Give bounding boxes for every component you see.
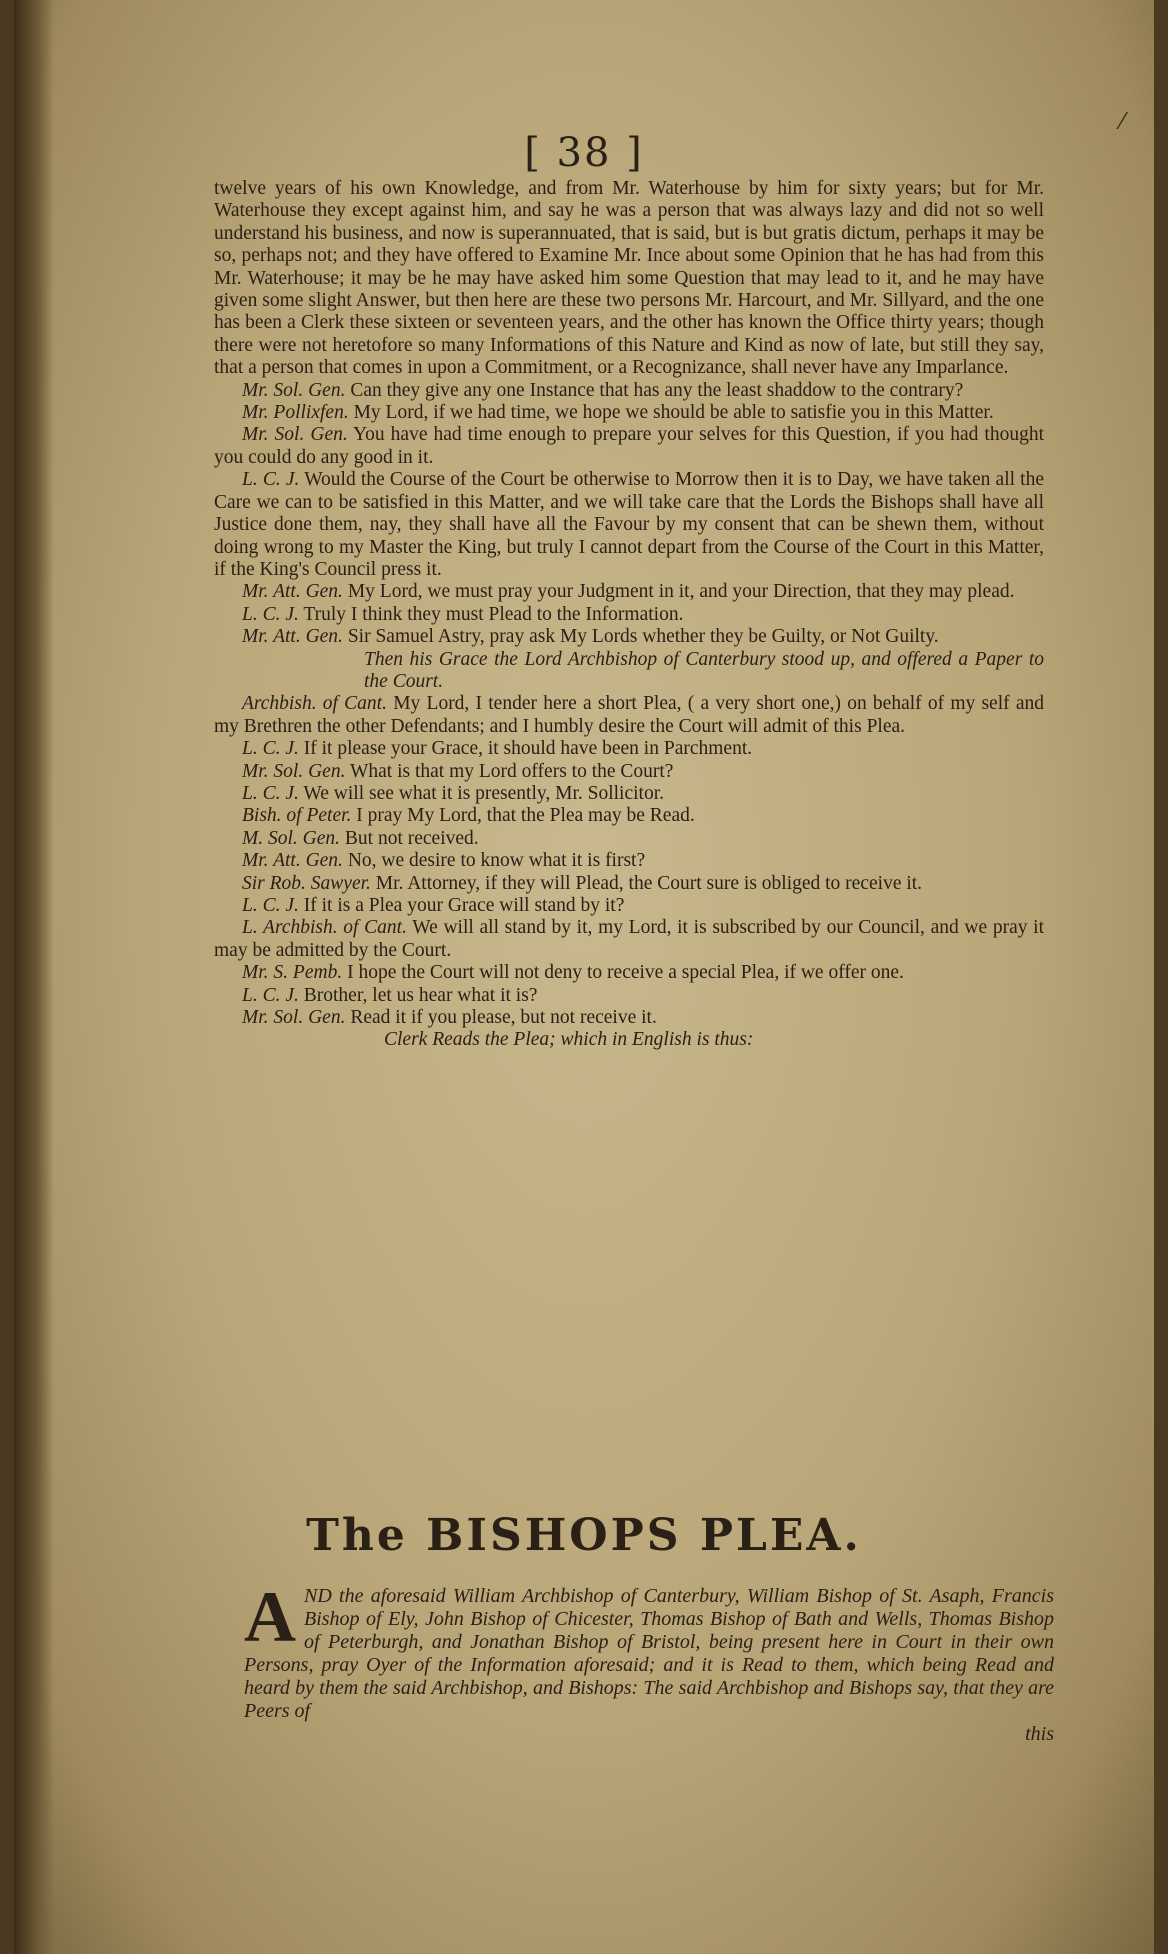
paragraph-text: My Lord, if we had time, we hope we should be able to satisfie you in this Matter. [353,402,994,424]
paragraph-text: Read it if you please, but not receive it. [350,1007,657,1029]
catchword: this [1025,1723,1054,1745]
paragraph-text: No, we desire to know what it is first? [347,850,646,872]
speaker-label: L. C. J. [242,738,299,760]
speaker-label: L. C. J. [242,469,300,491]
speaker-label: Mr. Sol. Gen. [242,379,346,401]
speaker-label: Mr. Sol. Gen. [242,424,348,446]
paragraph [214,1007,1044,1029]
drop-cap: A [244,1577,296,1657]
paragraph [214,962,1044,984]
speaker-label: L. C. J. [242,984,299,1006]
speaker-label: M. Sol. Gen. [242,827,341,849]
speaker-label: Bish. of Peter. [242,805,352,827]
paragraph [214,402,1044,424]
paragraph-text: I hope the Court will not deny to receive a special Plea, if we offer one. [347,962,904,984]
paragraph [214,469,1044,581]
paragraph-list [214,178,1044,649]
speaker-label: L. C. J. [242,603,299,625]
stage-direction: Clerk Reads the Plea; which in English is thus: [384,1029,754,1051]
paragraph [214,805,1044,827]
paragraph-text: My Lord, I tender here a short Plea, ( a very short one,) on behalf of my self and my Brethren the other Defendants; and I humbly desire the Court will admit of this Plea. [214,693,1045,737]
paragraph [214,895,1044,917]
speaker-label: Mr. Att. Gen. [242,626,343,648]
paragraph-text: Brother, let us hear what it is? [303,984,538,1006]
paragraph-text: We will see what it is presently, Mr. Sollicitor. [303,782,665,804]
plea-body: ND the aforesaid William Archbishop of Canterbury, William Bishop of St. Asaph, Francis Bishop of Ely, John Bishop of Chicester, Thomas Bishop of Bath and Wells, Thomas Bishop of Peterburgh, and Jonathan Bishop of Bristol, being present here in Court in their own Persons, pray Oyer of the Information aforesaid; and it is Read to them, which being Read and heard by them the said Archbishop, and Bishops: The said Archbishop and Bishops say, that they are Peers of [244,1585,1054,1722]
paragraph [214,380,1044,402]
paragraph-text: Can they give any one Instance that has any the least shaddow to the contrary? [350,379,964,401]
paragraph-text: If it please your Grace, it should have been in Parchment. [303,738,753,760]
speaker-label: L. C. J. [242,782,299,804]
paragraph-text: We will all stand by it, my Lord, it is subscribed by our Council, and we pray it may be admitted by the Court. [214,917,1044,961]
paragraph [214,873,1044,895]
paragraph [214,693,1044,738]
document-page [14,0,1154,1954]
paragraph-text: I pray My Lord, that the Plea may be Read. [356,805,695,827]
paragraph [214,783,1044,805]
speaker-label: Mr. Att. Gen. [242,850,343,872]
speaker-label: Archbish. of Cant. [242,693,387,715]
paragraph-text: But not received. [344,827,479,849]
ink-mark: ⁄ [1120,110,1124,135]
paragraph-list [214,693,1044,1029]
book-spine-shadow [14,0,54,1954]
paragraph [214,604,1044,626]
paragraph [214,985,1044,1007]
paragraph-text: You have had time enough to prepare your selves for this Question, if you had thought you could do any good in it. [214,424,1045,468]
speaker-label: Mr. Att. Gen. [242,581,343,603]
plea-text [244,1577,1054,1746]
paragraph [214,178,1044,380]
speaker-label: Sir Rob. Sawyer. [242,872,371,894]
speaker-label: L. Archbish. of Cant. [242,917,407,939]
paragraph-text: My Lord, we must pray your Judgment in it, and your Direction, that they may plead. [347,581,1015,603]
paragraph [214,850,1044,872]
paragraph [214,424,1044,469]
section-heading: The BISHOPS PLEA. [306,1510,862,1561]
paragraph-text: Sir Samuel Astry, pray ask My Lords whether they be Guilty, or Not Guilty. [347,626,939,648]
speaker-label: L. C. J. [242,895,299,916]
paragraph [214,761,1044,783]
paragraph-text: Mr. Attorney, if they will Plead, the Court sure is obliged to receive it. [375,872,923,894]
paragraph-text: If it is a Plea your Grace will stand by it? [303,895,625,916]
paragraph-text: twelve years of his own Knowledge, and from Mr. Waterhouse by him for sixty years; but for Mr. Waterhouse they except against him, and say he was a person that was always lazy and did not so well understand his business, and now is superannuated, that is said, but is but gratis dictum, perhaps it may be so, perhaps not; and they have offered to Examine Mr. Ince about some Opinion that he has had from this Mr. Waterhouse; it may be he may have asked him some Question that may lead to it, and he may have given some slight Answer, but then here are these two persons Mr. Harcourt, and Mr. Sillyard, and the one has been a Clerk these sixteen or seventeen years, and the other has known the Office thirty years; though there were not heretofore so many Informations of this Nature and Kind as now of late, but still they say, that a person that comes in upon a Commitment, or a Recognizance, shall never have any Imparlance. [214,178,1044,379]
paragraph [214,626,1044,648]
speaker-label: Mr. Sol. Gen. [242,1007,346,1029]
paragraph [214,581,1044,603]
main-text [214,178,1044,1052]
paragraph [214,917,1044,962]
speaker-label: Mr. Sol. Gen. [242,760,346,782]
paragraph-text: What is that my Lord offers to the Court? [349,760,674,782]
paragraph-text: Truly I think they must Plead to the Information. [303,603,684,625]
speaker-label: Mr. S. Pemb. [242,962,343,984]
page-number: [ 38 ] [524,130,644,176]
speaker-label: Mr. Pollixfen. [242,402,349,424]
stage-direction: Then his Grace the Lord Archbishop of Canterbury stood up, and offered a Paper to the Court. [364,648,1044,692]
paragraph [214,828,1044,850]
paragraph [214,738,1044,760]
paragraph-text: Would the Course of the Court be otherwise to Morrow then it is to Day, we have taken all the Care we can to be satisfied in this Matter, and we will take care that the Lords the Bishops shall have all Justice done them, nay, they shall have all the Favour by my consent that can be shewn them, without doing wrong to my Master the King, but truly I cannot depart from the Course of the Court in this Matter, if the King's Council press it. [214,469,1044,580]
